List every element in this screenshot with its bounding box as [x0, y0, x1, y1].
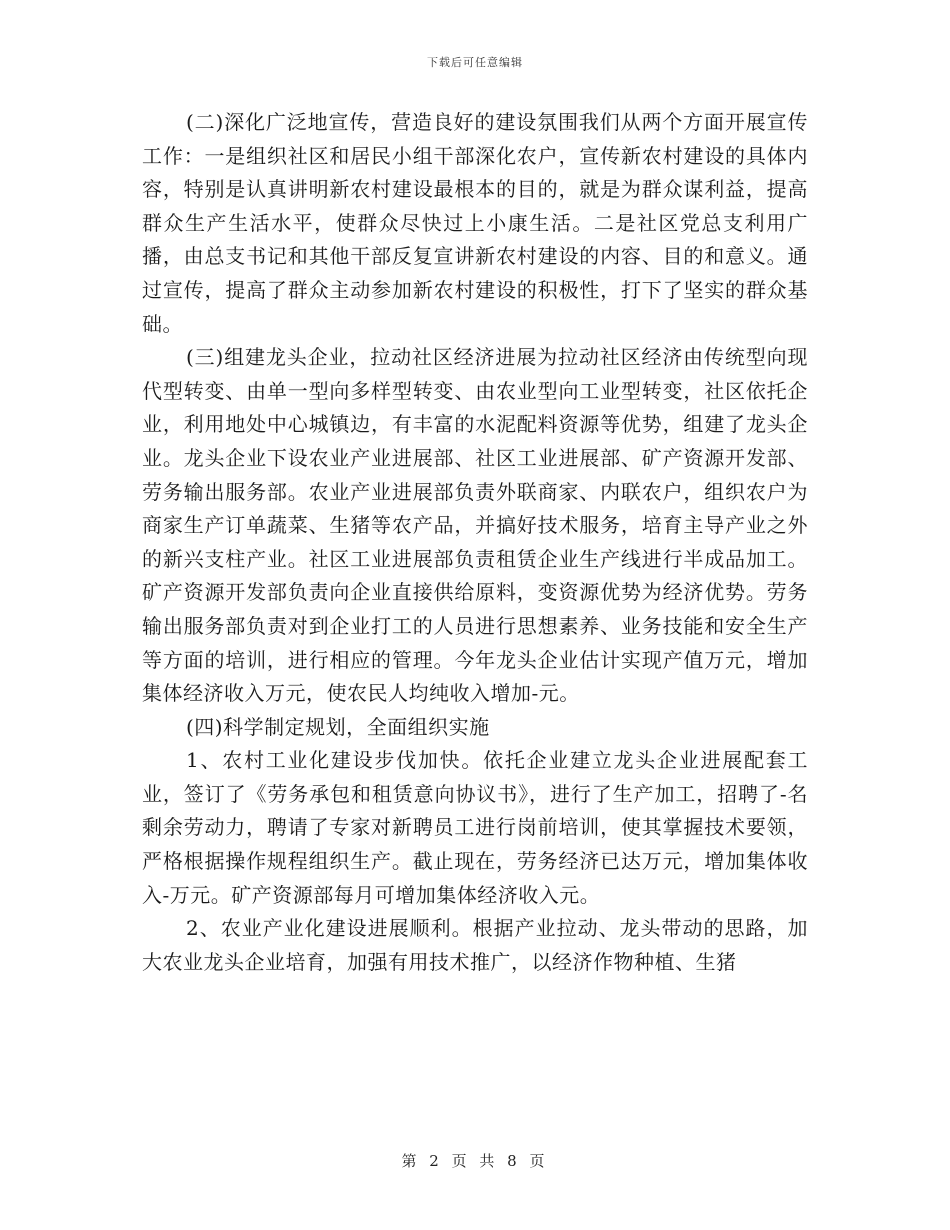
paragraph-industrialization: 1、农村工业化建设步伐加快。依托企业建立龙头企业进展配套工业，签订了《劳务承包和租赁意向协议书》，进行了生产加工，招聘了-名剩余劳动力，聘请了专家对新聘员工进行岗前培训，使其掌握技术要领，严格根据操作规程组织生产。截止现在，劳务经济已达万元，增加集体收入-万元。矿产资源部每月可增加集体经济收入元。	[142, 748, 808, 907]
paragraph-leading-enterprise: (三)组建龙头企业，拉动社区经济进展为拉动社区经济由传统型向现代型转变、由单一型向多样型转变、由农业型向工业型转变，社区依托企业，利用地处中心城镇边，有丰富的水泥配料资源等优势，组建了龙头企业。龙头企业下设农业产业进展部、社区工业进展部、矿产资源开发部、劳务输出服务部。农业产业进展部负责外联商家、内联农户，组织农户为商家生产订单蔬菜、生猪等农产品，并搞好技术服务，培育主导产业之外的新兴支柱产业。社区工业进展部负责租赁企业生产线进行半成品加工。矿产资源开发部负责向企业直接供给原料，变资源优势为经济优势。劳务输出服务部负责对到企业打工的人员进行思想素养、业务技能和安全生产等方面的培训，进行相应的管理。今年龙头企业估计实现产值万元，增加集体经济收入万元，使农民人均纯收入增加-元。	[142, 345, 808, 706]
document-body	[142, 106, 808, 979]
paragraph-publicity: (二)深化广泛地宣传，营造良好的建设氛围我们从两个方面开展宣传工作：一是组织社区和居民小组干部深化农户，宣传新农村建设的具体内容，特别是认真讲明新农村建设最根本的目的，就是为群众谋利益，提高群众生产生活水平，使群众尽快过上小康生活。二是社区党总支利用广播，由总支书记和其他干部反复宣讲新农村建设的内容、目的和意义。通过宣传，提高了群众主动参加新农村建设的积极性，打下了坚实的群众基础。	[142, 110, 808, 336]
paragraph-planning-heading: (四)科学制定规划，全面组织实施	[186, 714, 490, 739]
paragraph-agriculture: 2、农业产业化建设进展顺利。根据产业拉动、龙头带动的思路，加大农业龙头企业培育，加强有用技术推广，以经济作物种植、生猪	[142, 916, 808, 974]
page-number: 第 2 页 共 8 页	[401, 1152, 549, 1170]
page-header: 下载后可任意编辑	[427, 56, 523, 69]
